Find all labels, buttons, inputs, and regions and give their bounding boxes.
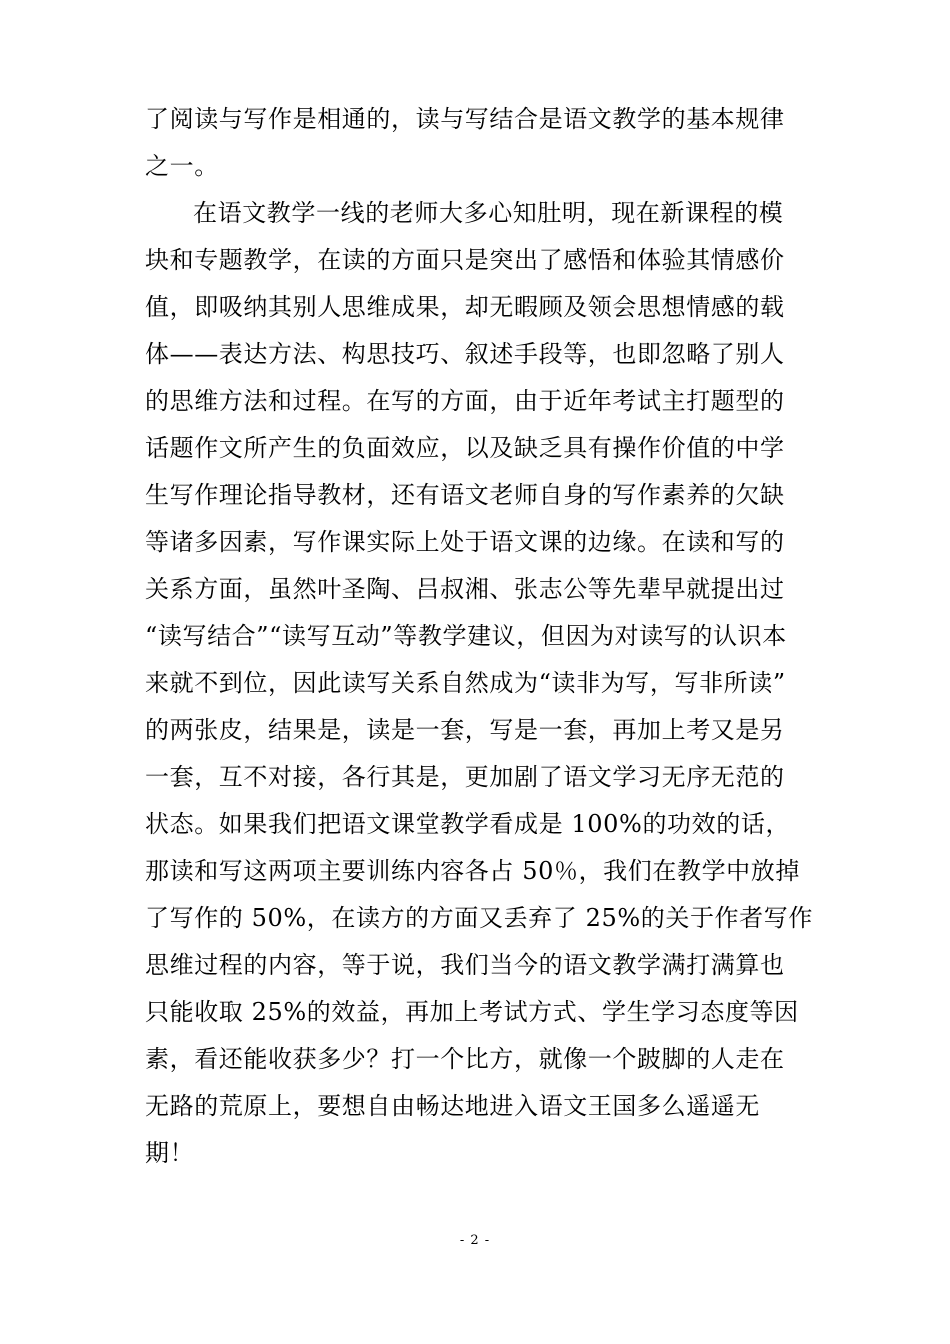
text-line: 素，看还能收获多少？打一个比方，就像一个跛脚的人走在: [145, 1045, 785, 1073]
text-line: 状态。如果我们把语文课堂教学看成是 100%的功效的话，: [145, 810, 791, 838]
text-line: 那读和写这两项主要训练内容各占 50％，我们在教学中放掉: [145, 857, 800, 885]
text-line: 的两张皮，结果是，读是一套，写是一套，再加上考又是另: [145, 716, 785, 744]
text-line: 话题作文所产生的负面效应，以及缺乏具有操作价值的中学: [145, 434, 785, 462]
page-number: - 2 -: [459, 1233, 491, 1248]
text-line: 块和专题教学，在读的方面只是突出了感悟和体验其情感价: [145, 246, 785, 274]
text-line: 一套，互不对接，各行其是，更加剧了语文学习无序无范的: [145, 763, 785, 791]
text-line: 等诸多因素，写作课实际上处于语文课的边缘。在读和写的: [145, 528, 785, 556]
text-line: 体——表达方法、构思技巧、叙述手段等，也即忽略了别人: [145, 340, 785, 368]
text-line: 来就不到位，因此读写关系自然成为“读非为写，写非所读”: [145, 669, 786, 697]
text-line: 的思维方法和过程。在写的方面，由于近年考试主打题型的: [145, 387, 785, 415]
text-line: 无路的荒原上，要想自由畅达地进入语文王国多么遥遥无: [145, 1092, 760, 1120]
text-line: “读写结合”“读写互动”等教学建议，但因为对读写的认识本: [145, 622, 787, 650]
text-line: 期！: [145, 1139, 195, 1167]
text-line: 值，即吸纳其别人思维成果，却无暇顾及领会思想情感的载: [145, 293, 785, 321]
text-line: 思维过程的内容，等于说，我们当今的语文教学满打满算也: [145, 951, 785, 979]
paragraph-first-line: 在语文教学一线的老师大多心知肚明，现在新课程的模: [193, 199, 784, 227]
text-line: 生写作理论指导教材，还有语文老师自身的写作素养的欠缺: [145, 481, 785, 509]
text-line: 了写作的 50%，在读方的方面又丢弃了 25%的关于作者写作: [145, 904, 813, 932]
text-line: 只能收取 25%的效益，再加上考试方式、学生学习态度等因: [145, 998, 799, 1026]
text-line: 关系方面，虽然叶圣陶、吕叔湘、张志公等先辈早就提出过: [145, 575, 785, 603]
text-line: 了阅读与写作是相通的，读与写结合是语文教学的基本规律: [145, 105, 785, 133]
text-line: 之一。: [145, 152, 219, 180]
